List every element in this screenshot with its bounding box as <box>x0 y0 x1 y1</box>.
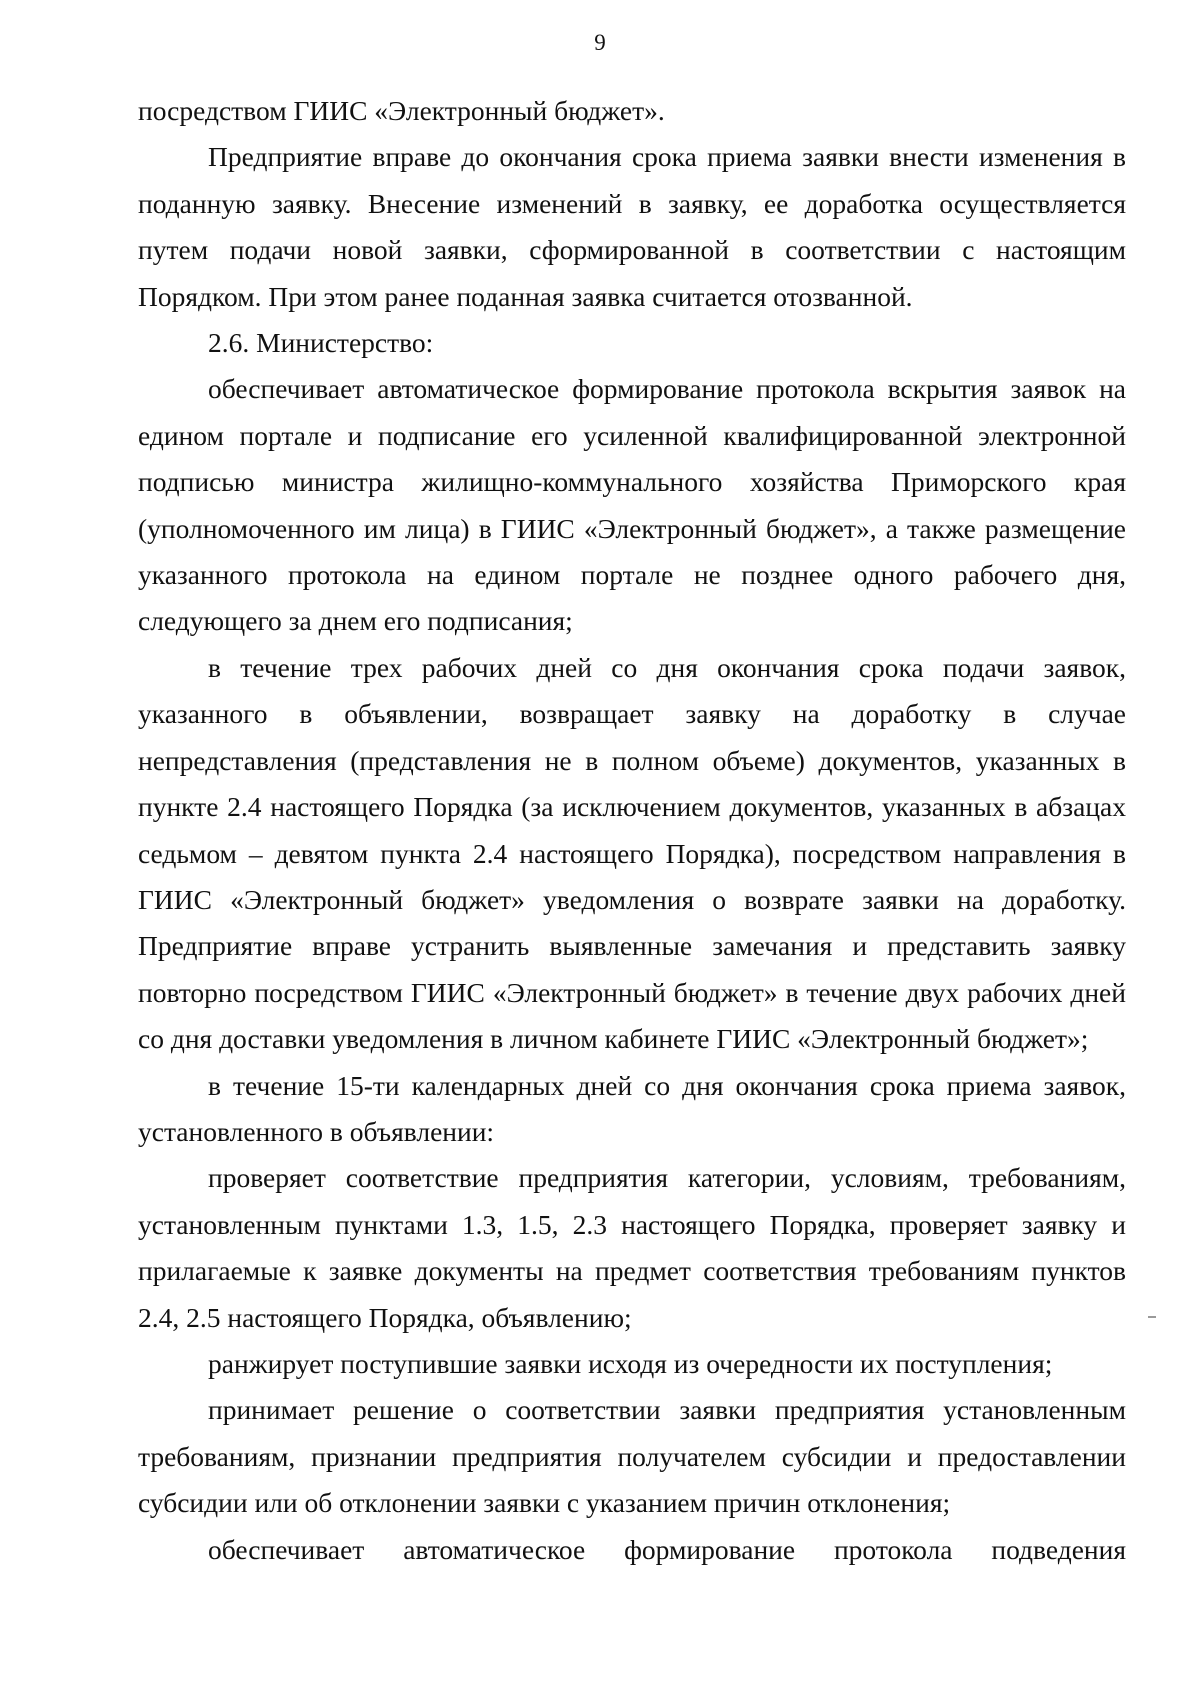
section-heading-2-6: 2.6. Министерство: <box>208 327 434 359</box>
paragraph-return-for-revision: в течение трех рабочих дней со дня окончания срока подачи заявок, указанного в объявлении, возвращает заявку на доработку в случае непредставления (представления не в полном объеме) документов, указанных в пункте 2.4 настоящего Порядка (за исключением документов, указанных в абзацах седьмом – девятом пункта 2.4 настоящего Порядка), посредством направления в ГИИС «Электронный бюджет» уведомления о возврате заявки на доработку. Предприятие вправе устранить выявленные замечания и представить заявку повторно посредством ГИИС «Электронный бюджет» в течение двух рабочих дней со дня доставки уведомления в личном кабинете ГИИС «Электронный бюджет»; <box>138 651 1126 1055</box>
paragraph-makes-decision: принимает решение о соответствии заявки предприятия установленным требованиям, признании предприятия получателем субсидии и предоставлении субсидии или об отклонении заявки с указанием причин отклонения; <box>138 1394 1126 1519</box>
page-number: 9 <box>594 30 606 55</box>
paragraph-protocol-opening: обеспечивает автоматическое формирование протокола вскрытия заявок на едином портале и подписание его усиленной квалифицированной электронной подписью министра жилищно-коммунального хозяйства Приморского края (уполномоченного им лица) в ГИИС «Электронный бюджет», а также размещение указанного протокола на едином портале не позднее одного рабочего дня, следующего за днем его подписания; <box>138 373 1126 637</box>
paragraph-checks-compliance: проверяет соответствие предприятия категории, условиям, требованиям, установленным пунктами 1.3, 1.5, 2.3 настоящего Порядка, проверяет заявку и прилагаемые к заявке документы на предмет соответствия требованиям пунктов 2.4, 2.5 настоящего Порядка, объявлению; <box>138 1162 1126 1333</box>
document-body <box>138 88 1126 1573</box>
paragraph-continuation: посредством ГИИС «Электронный бюджет». <box>138 95 665 126</box>
paragraph-protocol-summary: обеспечивает автоматическое формирование протокола подведения <box>208 1533 1126 1565</box>
paragraph-fifteen-days: в течение 15-ти календарных дней со дня окончания срока приема заявок, установленного в объявлении: <box>138 1069 1126 1147</box>
paragraph-application-changes: Предприятие вправе до окончания срока приема заявки внести изменения в поданную заявку. Внесение изменений в заявку, ее доработка осуществляется путем подачи новой заявки, сформированной в соответствии с настоящим Порядком. При этом ранее поданная заявка считается отозванной. <box>138 141 1126 312</box>
scan-mark <box>1148 1316 1156 1318</box>
paragraph-ranks-applications: ранжирует поступившие заявки исходя из очередности их поступления; <box>208 1347 1053 1379</box>
